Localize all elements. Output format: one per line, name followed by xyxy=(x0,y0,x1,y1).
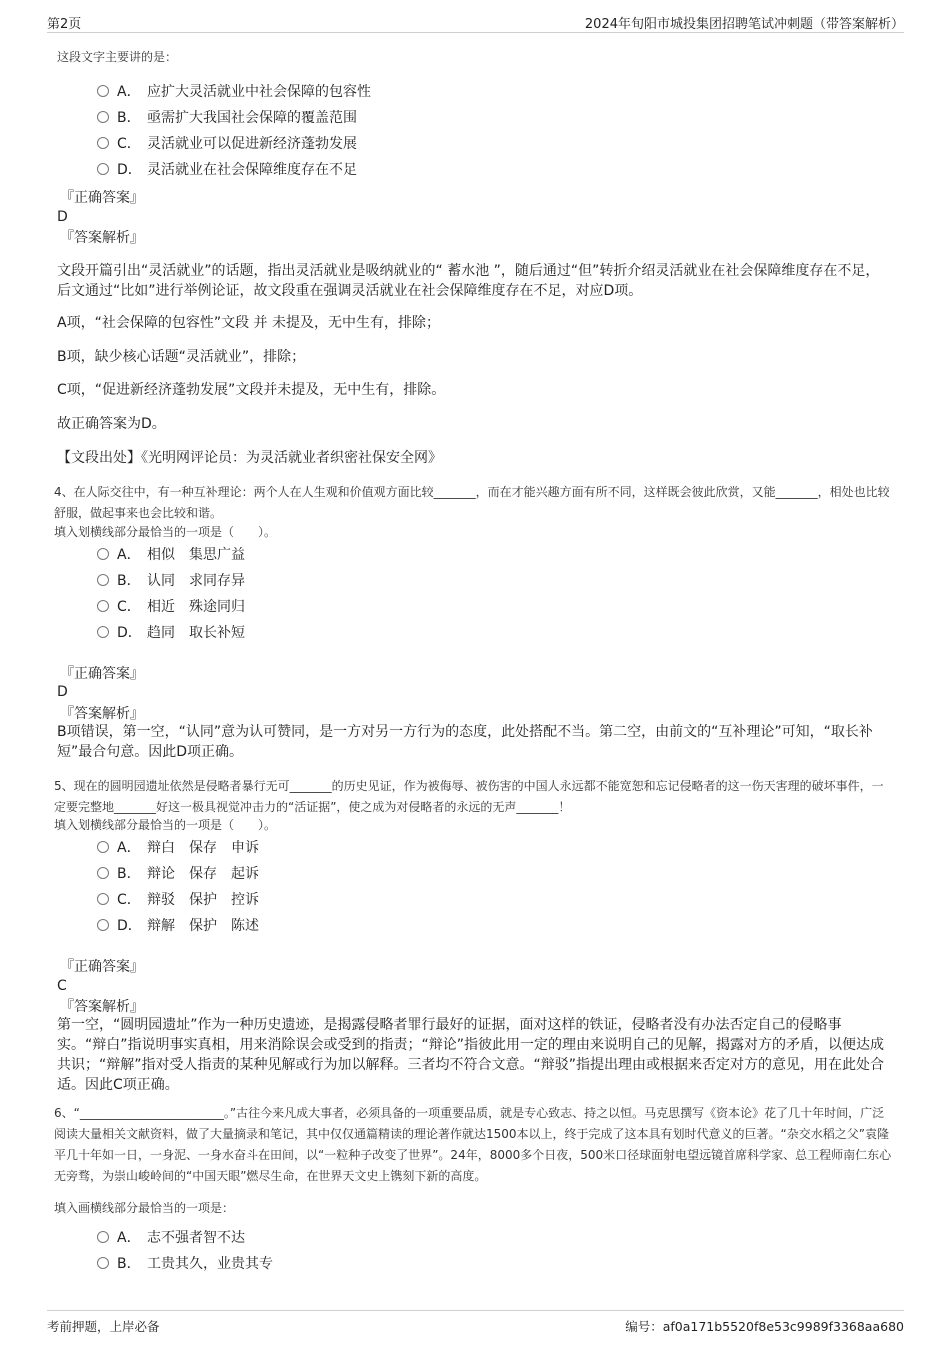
radio-icon[interactable] xyxy=(97,163,109,175)
q4-option-b[interactable]: B． 认同 求同存异 xyxy=(97,571,245,591)
q5-option-b[interactable]: B． 辩论 保存 起诉 xyxy=(97,864,259,884)
q4-analysis: B项错误，第一空，“认同”意为认可赞同，是一方对另一方行为的态度，此处搭配不当。第二空，由前文的“互补理论”可知，“取长补短”最合句意。因此D项正确。 xyxy=(57,724,873,760)
page-header xyxy=(47,10,904,33)
q3-option-d[interactable]: D． 灵活就业在社会保障维度存在不足 xyxy=(97,160,357,180)
q3-option-c[interactable]: C． 灵活就业可以促进新经济蓬勃发展 xyxy=(97,134,357,154)
q3-analysis-paragraph: A项，“社会保障的包容性”文段 并 未提及，无中生有，排除； xyxy=(57,315,440,331)
document-title: 2024年旬阳市城投集团招聘笔试冲刺题（带答案解析） xyxy=(584,17,904,32)
q3-answer-label: 『正确答案』 xyxy=(60,190,144,206)
q3-analysis-paragraph: B项，缺少核心话题“灵活就业”，排除； xyxy=(57,349,306,365)
q6-prompt: 填入画横线部分最恰当的一项是： xyxy=(54,1201,235,1215)
q3-option-b[interactable]: B． 亟需扩大我国社会保障的覆盖范围 xyxy=(97,108,357,128)
q4-option-d[interactable]: D． 趋同 取长补短 xyxy=(97,623,245,643)
radio-icon[interactable] xyxy=(97,893,109,905)
radio-icon[interactable] xyxy=(97,626,109,638)
q4-answer-label: 『正确答案』 xyxy=(60,666,144,682)
q4-option-c[interactable]: C． 相近 殊途同归 xyxy=(97,597,245,617)
radio-icon[interactable] xyxy=(97,137,109,149)
radio-icon[interactable] xyxy=(97,111,109,123)
radio-icon[interactable] xyxy=(97,867,109,879)
q3-analysis-paragraph: 文段开篇引出“灵活就业”的话题，指出灵活就业是吸纳就业的“ 蓄水池 ”，随后通过“但”转折介绍灵活就业在社会保障维度存在不足，后文通过“比如”进行举例论证，故文段重在强调灵活就业在社会保障维度存在不足，对应D项。 xyxy=(57,263,880,299)
q5-prompt: 填入划横线部分最恰当的一项是（ ）。 xyxy=(54,818,277,832)
footer-slogan: 考前押题，上岸必备 xyxy=(47,1319,160,1334)
q4-option-a[interactable]: A． 相似 集思广益 xyxy=(97,545,245,565)
q6-option-a[interactable]: A． 志不强者智不达 xyxy=(97,1228,245,1248)
q4-answer: D xyxy=(57,684,68,700)
radio-icon[interactable] xyxy=(97,85,109,97)
radio-icon[interactable] xyxy=(97,841,109,853)
q5-option-d[interactable]: D． 辩解 保护 陈述 xyxy=(97,916,259,936)
q5-answer: C xyxy=(57,978,67,994)
q3-source: 【文段出处】《光明网评论员：为灵活就业者织密社保安全网》 xyxy=(57,450,442,466)
q3-option-a[interactable]: A． 应扩大灵活就业中社会保障的包容性 xyxy=(97,82,371,102)
q3-analysis-paragraph: 故正确答案为D。 xyxy=(57,416,166,432)
radio-icon[interactable] xyxy=(97,574,109,586)
radio-icon[interactable] xyxy=(97,548,109,560)
q3-answer: D xyxy=(57,209,68,225)
q3-analysis-paragraph: C项，“促进新经济蓬勃发展”文段并未提及，无中生有，排除。 xyxy=(57,382,446,398)
q3-prompt: 这段文字主要讲的是： xyxy=(57,50,178,64)
q4-prompt: 填入划横线部分最恰当的一项是（ ）。 xyxy=(54,525,277,539)
q5-answer-label: 『正确答案』 xyxy=(60,959,144,975)
q6-stem: 6、“________________________。”古往今来凡成大事者，必须具备的一项重要品质，就是专心致志、持之以恒。马克思撰写《资本论》花了几十年时间，广泛阅读大量相关文献资料，做了大量摘录和笔记，其中仅仅通篇精读的理论著作就达1500本以上，终于完成了这本具有划时代意义的巨著。“杂交水稻之父”袁隆平几十年如一日，一身泥、一身水奋斗在田间，以“一粒种子改变了世界”。24年，8000多个日夜，500米口径球面射电望远镜首席科学家、总工程师南仁东心无旁骛，为崇山峻岭间的“中国天眼”燃尽生命，在世界天文史上镌刻下新的高度。 xyxy=(54,1106,892,1183)
q4-analysis-label: 『答案解析』 xyxy=(60,706,144,722)
page-footer xyxy=(47,1310,904,1341)
radio-icon[interactable] xyxy=(97,1231,109,1243)
page-number: 第2页 xyxy=(47,17,82,32)
q4-stem: 4、在人际交往中，有一种互补理论：两个人在人生观和价值观方面比较_______，而在才能兴趣方面有所不同，这样既会彼此欣赏，又能_______，相处也比较舒服，做起事来也会比较和谐。 xyxy=(54,485,890,520)
document-id: 编号：af0a171b5520f8e53c9989f3368aa680 xyxy=(625,1319,904,1334)
radio-icon[interactable] xyxy=(97,1257,109,1269)
q5-option-a[interactable]: A． 辩白 保存 申诉 xyxy=(97,838,259,858)
q5-option-c[interactable]: C． 辩驳 保护 控诉 xyxy=(97,890,259,910)
q3-analysis-label: 『答案解析』 xyxy=(60,230,144,246)
q5-stem: 5、现在的圆明园遗址依然是侵略者暴行无可_______的历史见证，作为被侮辱、被伤害的中国人永远都不能宽恕和忘记侵略者的这一伤天害理的破坏事件，一定要完整地_______好这一极具视觉冲击力的“活证据”，使之成为对侵略者的永远的无声_______！ xyxy=(54,779,884,814)
q6-option-b[interactable]: B． 工贵其久，业贵其专 xyxy=(97,1254,273,1274)
radio-icon[interactable] xyxy=(97,919,109,931)
q5-analysis: 第一空，“圆明园遗址”作为一种历史遗迹，是揭露侵略者罪行最好的证据，面对这样的铁证，侵略者没有办法否定自己的侵略事实。“辩白”指说明事实真相，用来消除误会或受到的指责；“辩论”指彼此用一定的理由来说明自己的见解，揭露对方的矛盾，以便达成共识；“辩解”指对受人指责的某种见解或行为加以解释。三者均不符合文意。“辩驳”指提出理由或根据来否定对方的意见，用在此处合适。因此C项正确。 xyxy=(57,1017,885,1093)
radio-icon[interactable] xyxy=(97,600,109,612)
q5-analysis-label: 『答案解析』 xyxy=(60,999,144,1015)
